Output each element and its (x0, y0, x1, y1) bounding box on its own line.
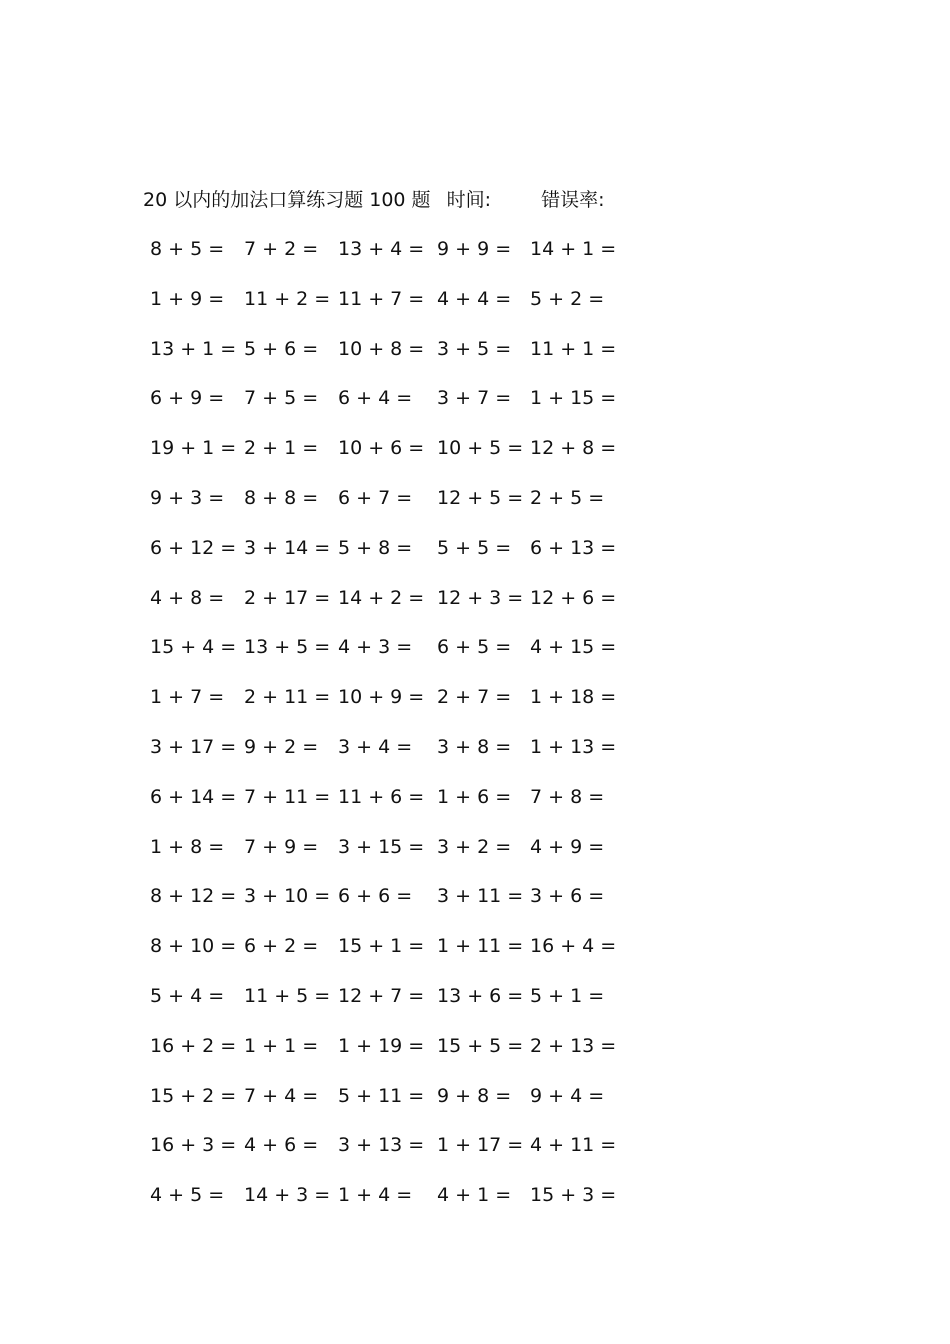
problem-item: 7 + 5 = (244, 387, 319, 410)
problem-item: 7 + 4 = (244, 1084, 319, 1107)
problem-item: 3 + 6 = (530, 885, 605, 908)
problem-item: 1 + 8 = (150, 835, 225, 858)
problem-item: 2 + 7 = (437, 686, 512, 709)
problem-item: 16 + 4 = (530, 935, 617, 958)
problem-item: 4 + 5 = (150, 1184, 225, 1207)
problem-item: 5 + 5 = (437, 536, 512, 559)
problem-item: 3 + 2 = (437, 835, 512, 858)
problem-item: 4 + 11 = (530, 1134, 617, 1157)
problem-item: 14 + 2 = (338, 586, 425, 609)
problem-item: 1 + 15 = (530, 387, 617, 410)
problem-item: 2 + 11 = (244, 686, 331, 709)
problem-item: 5 + 4 = (150, 985, 225, 1007)
problem-item: 5 + 8 = (338, 536, 413, 559)
problem-item: 12 + 6 = (530, 586, 617, 609)
problem-item: 4 + 4 = (437, 287, 512, 310)
problem-item: 11 + 2 = (244, 287, 331, 310)
problem-item: 5 + 1 = (530, 985, 605, 1007)
problem-item: 14 + 3 = (244, 1184, 331, 1207)
problem-item: 16 + 3 = (150, 1134, 237, 1157)
problem-item: 13 + 5 = (244, 636, 331, 659)
problem-item: 1 + 7 = (150, 686, 225, 709)
time-label: 时间: (446, 189, 492, 211)
problem-item: 10 + 9 = (338, 686, 425, 709)
problem-item: 12 + 7 = (338, 985, 425, 1007)
problem-item: 3 + 15 = (338, 835, 425, 858)
problem-item: 3 + 5 = (437, 337, 512, 360)
problem-item: 16 + 2 = (150, 1034, 237, 1057)
problem-item: 3 + 10 = (244, 885, 331, 908)
problem-item: 5 + 6 = (244, 337, 319, 360)
problem-item: 13 + 1 = (150, 337, 237, 360)
problem-item: 1 + 1 = (244, 1034, 319, 1057)
problem-item: 4 + 9 = (530, 835, 605, 858)
problem-item: 6 + 2 = (244, 935, 319, 958)
error-rate-label: 错误率: (541, 189, 605, 211)
problem-item: 7 + 8 = (530, 785, 605, 808)
problem-item: 5 + 2 = (530, 287, 605, 310)
problem-item: 15 + 1 = (338, 935, 425, 958)
problem-item: 8 + 10 = (150, 935, 237, 958)
problem-item: 8 + 5 = (150, 238, 225, 260)
problem-item: 15 + 5 = (437, 1034, 524, 1057)
worksheet-title: 20 以内的加法口算练习题 100 题 (143, 189, 431, 211)
problem-item: 9 + 4 = (530, 1084, 605, 1107)
problem-item: 12 + 8 = (530, 437, 617, 460)
problem-item: 7 + 2 = (244, 238, 319, 260)
problem-item: 3 + 8 = (437, 736, 512, 758)
problem-item: 1 + 18 = (530, 686, 617, 709)
problem-item: 19 + 1 = (150, 437, 237, 460)
problem-item: 9 + 3 = (150, 487, 225, 509)
problem-item: 6 + 12 = (150, 536, 237, 559)
problem-item: 1 + 4 = (338, 1184, 413, 1207)
problem-item: 6 + 7 = (338, 487, 413, 509)
problem-item: 2 + 17 = (244, 586, 331, 609)
problem-item: 6 + 13 = (530, 536, 617, 559)
problem-item: 4 + 15 = (530, 636, 617, 659)
problem-item: 1 + 13 = (530, 736, 617, 758)
problem-item: 7 + 11 = (244, 785, 331, 808)
problem-item: 1 + 9 = (150, 287, 225, 310)
problem-item: 13 + 6 = (437, 985, 524, 1007)
problem-item: 15 + 3 = (530, 1184, 617, 1207)
problem-item: 3 + 7 = (437, 387, 512, 410)
problem-item: 1 + 11 = (437, 935, 524, 958)
problem-item: 12 + 5 = (437, 487, 524, 509)
problem-item: 7 + 9 = (244, 835, 319, 858)
problem-item: 4 + 1 = (437, 1184, 512, 1207)
problem-item: 10 + 6 = (338, 437, 425, 460)
problem-item: 13 + 4 = (338, 238, 425, 260)
problem-item: 3 + 11 = (437, 885, 524, 908)
problem-item: 11 + 5 = (244, 985, 331, 1007)
problem-item: 4 + 6 = (244, 1134, 319, 1157)
problem-item: 4 + 3 = (338, 636, 413, 659)
problem-item: 11 + 1 = (530, 337, 617, 360)
problem-item: 2 + 5 = (530, 487, 605, 509)
problem-item: 15 + 4 = (150, 636, 237, 659)
problem-item: 3 + 13 = (338, 1134, 425, 1157)
problem-item: 10 + 8 = (338, 337, 425, 360)
problem-item: 9 + 2 = (244, 736, 319, 758)
problem-item: 11 + 7 = (338, 287, 425, 310)
problem-item: 14 + 1 = (530, 238, 617, 260)
problem-item: 1 + 17 = (437, 1134, 524, 1157)
problem-item: 5 + 11 = (338, 1084, 425, 1107)
problem-item: 6 + 14 = (150, 785, 237, 808)
problem-item: 8 + 12 = (150, 885, 237, 908)
problem-item: 2 + 13 = (530, 1034, 617, 1057)
problem-item: 3 + 17 = (150, 736, 237, 758)
problem-item: 6 + 9 = (150, 387, 225, 410)
problem-item: 8 + 8 = (244, 487, 319, 509)
problem-item: 9 + 9 = (437, 238, 512, 260)
problem-item: 10 + 5 = (437, 437, 524, 460)
problem-item: 6 + 5 = (437, 636, 512, 659)
problem-item: 1 + 6 = (437, 785, 512, 808)
problem-item: 2 + 1 = (244, 437, 319, 460)
problem-item: 6 + 4 = (338, 387, 413, 410)
problem-item: 3 + 14 = (244, 536, 331, 559)
problem-item: 1 + 19 = (338, 1034, 425, 1057)
problem-item: 3 + 4 = (338, 736, 413, 758)
problem-item: 12 + 3 = (437, 586, 524, 609)
problem-item: 4 + 8 = (150, 586, 225, 609)
problem-item: 15 + 2 = (150, 1084, 237, 1107)
problem-item: 11 + 6 = (338, 785, 425, 808)
problem-item: 6 + 6 = (338, 885, 413, 908)
problem-item: 9 + 8 = (437, 1084, 512, 1107)
